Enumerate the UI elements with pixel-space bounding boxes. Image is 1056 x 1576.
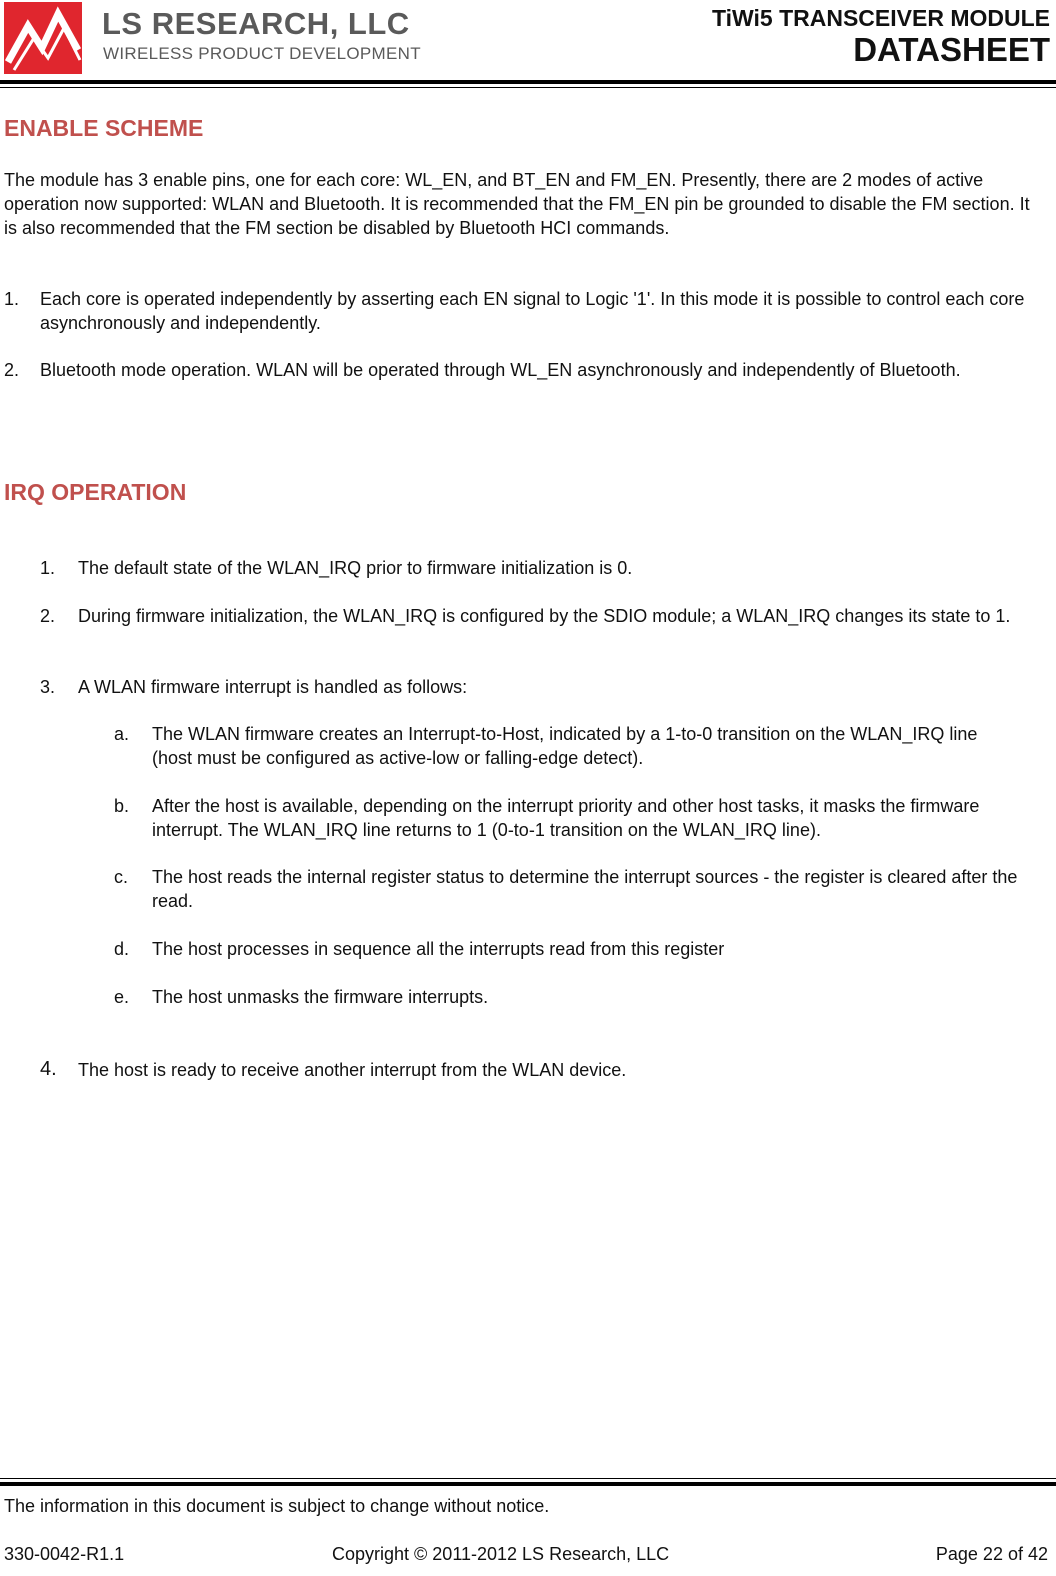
section-heading-enable: ENABLE SCHEME — [4, 115, 204, 141]
doc-number: 330-0042-R1.1 — [4, 1544, 125, 1564]
irq-item-text: During firmware initialization, the WLAN_IRQ is configured by the SDIO module; a WLAN_IRQ changes its state to 1. — [78, 606, 1011, 626]
irq-item-num: 2. — [40, 606, 56, 626]
document-subtitle: DATASHEET — [853, 31, 1050, 68]
irq-item-num: 4. — [40, 1058, 57, 1080]
irq-subitem-num: b. — [114, 796, 130, 816]
enable-item-text: Bluetooth mode operation. WLAN will be operated through WL_EN asynchronously and independently of Bluetooth. — [40, 360, 961, 380]
irq-subitem-text: The WLAN firmware creates an Interrupt-to-Host, indicated by a 1-to-0 transition on the WLAN_IRQ line (host must be configured as active-low or falling-edge detect). — [152, 724, 978, 768]
header-rule-thin — [0, 87, 1056, 88]
enable-item-num: 1. — [4, 289, 20, 309]
irq-subitem-text: The host processes in sequence all the interrupts read from this register — [152, 939, 725, 959]
footer-rule-thin — [0, 1478, 1056, 1479]
irq-item-text: A WLAN firmware interrupt is handled as follows: — [78, 677, 468, 697]
footer-rule — [0, 1482, 1056, 1486]
enable-item-text: Each core is operated independently by asserting each EN signal to Logic '1'. In this mode it is possible to control each core asynchronously and independently. — [40, 289, 1025, 333]
copyright: Copyright © 2011-2012 LS Research, LLC — [332, 1544, 670, 1564]
logo-mark-icon — [4, 0, 86, 76]
irq-subitem-num: e. — [114, 987, 130, 1007]
section-heading-irq: IRQ OPERATION — [4, 479, 187, 505]
company-tagline: WIRELESS PRODUCT DEVELOPMENT — [103, 44, 421, 63]
document-header — [712, 4, 1050, 68]
irq-subitem-num: a. — [114, 724, 130, 744]
irq-subitem-num: d. — [114, 939, 130, 959]
irq-subitem-text: The host reads the internal register status to determine the interrupt sources - the register is cleared after the read. — [152, 867, 1018, 911]
irq-subitem-num: c. — [114, 867, 129, 887]
irq-item-num: 3. — [40, 677, 56, 697]
irq-subitem-text: The host unmasks the firmware interrupts. — [152, 987, 489, 1007]
footer-notice: The information in this document is subject to change without notice. — [4, 1496, 550, 1516]
header-rule — [0, 80, 1056, 84]
irq-item-text: The host is ready to receive another interrupt from the WLAN device. — [78, 1060, 627, 1080]
irq-item-num: 1. — [40, 558, 56, 578]
irq-subitem-text: After the host is available, depending on the interrupt priority and other host tasks, it masks the firmware interrupt. The WLAN_IRQ line returns to 1 (0-to-1 transition on the WLAN_IRQ line). — [152, 796, 980, 840]
company-logo — [4, 0, 424, 78]
company-name: LS RESEARCH, LLC — [102, 6, 410, 41]
document-title: TiWi5 TRANSCEIVER MODULE — [711, 5, 1050, 31]
enable-intro: The module has 3 enable pins, one for each core: WL_EN, and BT_EN and FM_EN. Presently, there are 2 modes of active operation now supported: WLAN and Bluetooth. It is recommended that the FM_EN pin be grounded to disable the FM section. It is also recommended that the FM section be disabled by Bluetooth HCI commands. — [4, 170, 1030, 238]
page-number: Page 22 of 42 — [935, 1544, 1048, 1564]
irq-item-text: The default state of the WLAN_IRQ prior to firmware initialization is 0. — [78, 558, 633, 578]
enable-item-num: 2. — [4, 360, 20, 380]
